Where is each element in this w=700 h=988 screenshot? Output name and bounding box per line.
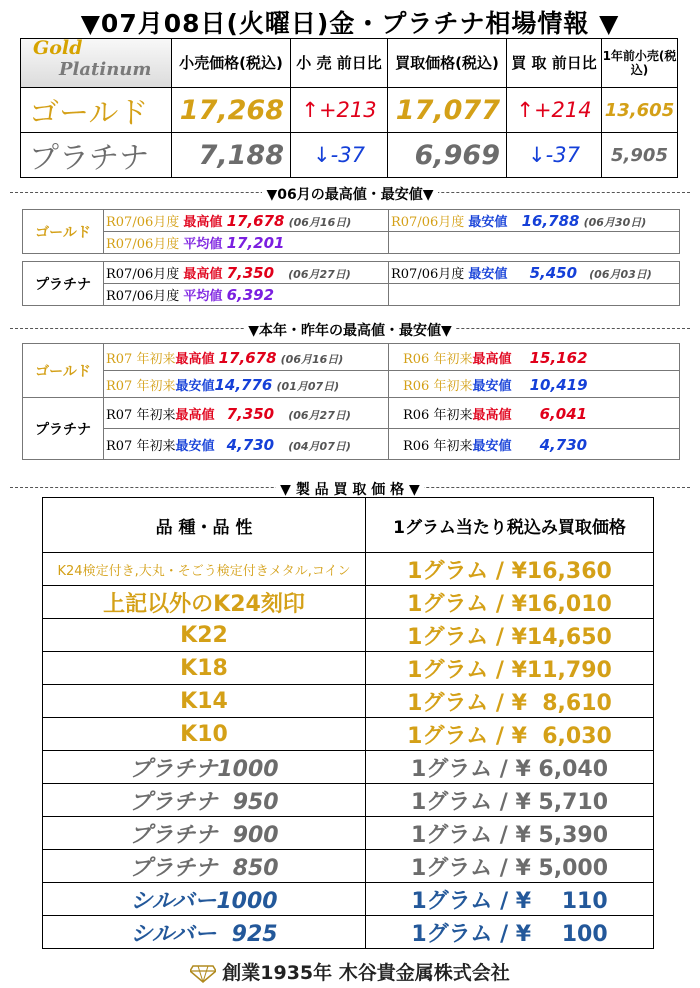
gold-retail-price: 17,268 — [172, 88, 291, 133]
monthly-gold-label: ゴールド — [23, 210, 104, 254]
yearly-separator — [10, 320, 690, 339]
product-row — [43, 817, 654, 850]
platinum-retail-diff: ↓-37 — [291, 133, 388, 178]
header-buy — [388, 39, 507, 88]
logo — [21, 39, 172, 88]
monthly-gold-high: R07/06月度 最高値 17,678 (06月16日) — [104, 210, 389, 232]
product-name: プラチナ 950 — [43, 784, 366, 817]
header-buy-diff-label: 買 取 前日比 — [511, 53, 597, 72]
monthly-gold-avg: R07/06月度 平均値 17,201 — [104, 232, 389, 254]
header-retail-diff-label: 小 売 前日比 — [296, 53, 382, 72]
product-row — [43, 916, 654, 949]
footer — [0, 958, 700, 985]
product-price: 1グラム / ¥11,790 — [366, 652, 654, 685]
product-name: K24検定付き,大丸・そごう検定付きメタル,コイン — [43, 553, 366, 586]
product-price: 1グラム / ¥16,010 — [366, 586, 654, 619]
header-retail — [172, 39, 291, 88]
monthly-separator-label: ▼06月の最高値・最安値▼ — [262, 187, 437, 203]
product-row — [43, 850, 654, 883]
yearly-gold-label: ゴールド — [23, 344, 104, 398]
product-price: 1グラム / ¥ 100 — [366, 916, 654, 949]
product-price: 1グラム / ¥ 5,000 — [366, 850, 654, 883]
logo-gold-text: Gold — [33, 37, 83, 59]
product-name: K10 — [43, 718, 366, 751]
price-summary-table — [20, 38, 678, 178]
price-summary-header — [21, 39, 678, 88]
product-row — [43, 652, 654, 685]
header-retail-label: 小売価格(税込) — [179, 53, 283, 72]
yearly-plat-label: プラチナ — [23, 398, 104, 460]
product-name: K22 — [43, 619, 366, 652]
yearly-plat-right-2: R06 年初来最安値 4,730 — [389, 429, 680, 460]
product-name: シルバー1000 — [43, 883, 366, 916]
product-row — [43, 553, 654, 586]
logo-platinum-text: Platinum — [59, 59, 152, 80]
gold-year-ago-price: 13,605 — [602, 88, 678, 133]
product-name: プラチナ 850 — [43, 850, 366, 883]
yearly-gold-left-2: R07 年初来最安値14,776 (01月07日) — [104, 371, 389, 398]
products-header — [43, 498, 654, 553]
platinum-retail-price: 7,188 — [172, 133, 291, 178]
product-name: K18 — [43, 652, 366, 685]
yearly-gold-row-2 — [23, 371, 680, 398]
header-year-ago — [602, 39, 678, 88]
product-price: 1グラム / ¥ 5,710 — [366, 784, 654, 817]
monthly-plat-row-2 — [23, 284, 680, 306]
product-row — [43, 751, 654, 784]
monthly-gold-low: R07/06月度 最安値 16,788 (06月30日) — [389, 210, 680, 232]
products-separator-label: ▼ 製 品 買 取 価 格 ▼ — [276, 482, 424, 498]
platinum-buy-diff: ↓-37 — [507, 133, 602, 178]
product-name: シルバー 925 — [43, 916, 366, 949]
header-year-ago-label: 1年前小売(税込) — [602, 49, 677, 77]
products-separator — [10, 479, 690, 498]
yearly-plat-row-1 — [23, 398, 680, 429]
header-buy-label: 買取価格(税込) — [395, 53, 499, 72]
product-price: 1グラム / ¥ 5,390 — [366, 817, 654, 850]
platinum-buy-price: 6,969 — [388, 133, 507, 178]
product-price: 1グラム / ¥ 110 — [366, 883, 654, 916]
yearly-separator-label: ▼本年・昨年の最高値・最安値▼ — [244, 323, 456, 339]
monthly-plat-row-1 — [23, 262, 680, 284]
product-name: プラチナ1000 — [43, 751, 366, 784]
product-row — [43, 619, 654, 652]
monthly-table — [22, 209, 680, 306]
yearly-plat-right-1: R06 年初来最高値 6,041 — [389, 398, 680, 429]
monthly-separator — [10, 184, 690, 203]
monthly-gold-row-2 — [23, 232, 680, 254]
product-price: 1グラム / ¥16,360 — [366, 553, 654, 586]
gold-buy-diff: ↑+214 — [507, 88, 602, 133]
header-buy-diff — [507, 39, 602, 88]
products-header-price: 1グラム当たり税込み買取価格 — [366, 498, 654, 553]
yearly-gold-left-1: R07 年初来最高値 17,678 (06月16日) — [104, 344, 389, 371]
monthly-plat-low: R07/06月度 最安値 5,450 (06月03日) — [389, 262, 680, 284]
yearly-plat-left-2: R07 年初来最安値 4,730 (04月07日) — [104, 429, 389, 460]
monthly-plat-high: R07/06月度 最高値 7,350 (06月27日) — [104, 262, 389, 284]
product-price: 1グラム / ¥ 6,030 — [366, 718, 654, 751]
product-row — [43, 718, 654, 751]
product-row — [43, 586, 654, 619]
product-row — [43, 784, 654, 817]
gold-retail-diff: ↑+213 — [291, 88, 388, 133]
gold-price-row — [21, 88, 678, 133]
gold-buy-price: 17,077 — [388, 88, 507, 133]
yearly-plat-left-1: R07 年初来最高値 7,350 (06月27日) — [104, 398, 389, 429]
product-price: 1グラム / ¥14,650 — [366, 619, 654, 652]
monthly-plat-avg: R07/06月度 平均値 6,392 — [104, 284, 389, 306]
product-name: K14 — [43, 685, 366, 718]
products-table — [42, 497, 654, 949]
yearly-table — [22, 343, 680, 460]
product-price: 1グラム / ¥ 6,040 — [366, 751, 654, 784]
page-title: ▼07月08日(火曜日)金・プラチナ相場情報 ▼ — [80, 9, 620, 38]
platinum-year-ago-price: 5,905 — [602, 133, 678, 178]
product-price: 1グラム / ¥ 8,610 — [366, 685, 654, 718]
products-header-item: 品 種・品 性 — [43, 498, 366, 553]
platinum-name: プラチナ — [21, 133, 172, 178]
platinum-price-row — [21, 133, 678, 178]
diamond-logo-icon — [190, 965, 216, 983]
product-name: プラチナ 900 — [43, 817, 366, 850]
company-name: 創業1935年 木谷貴金属株式会社 — [222, 962, 510, 984]
product-row — [43, 883, 654, 916]
header-retail-diff — [291, 39, 388, 88]
monthly-gold-row-1 — [23, 210, 680, 232]
yearly-gold-right-2: R06 年初来最安値 10,419 — [389, 371, 680, 398]
yearly-plat-row-2 — [23, 429, 680, 460]
yearly-gold-right-1: R06 年初来最高値 15,162 — [389, 344, 680, 371]
gold-name: ゴールド — [21, 88, 172, 133]
monthly-plat-label: プラチナ — [23, 262, 104, 306]
product-name: 上記以外のK24刻印 — [43, 586, 366, 619]
yearly-gold-row-1 — [23, 344, 680, 371]
product-row — [43, 685, 654, 718]
